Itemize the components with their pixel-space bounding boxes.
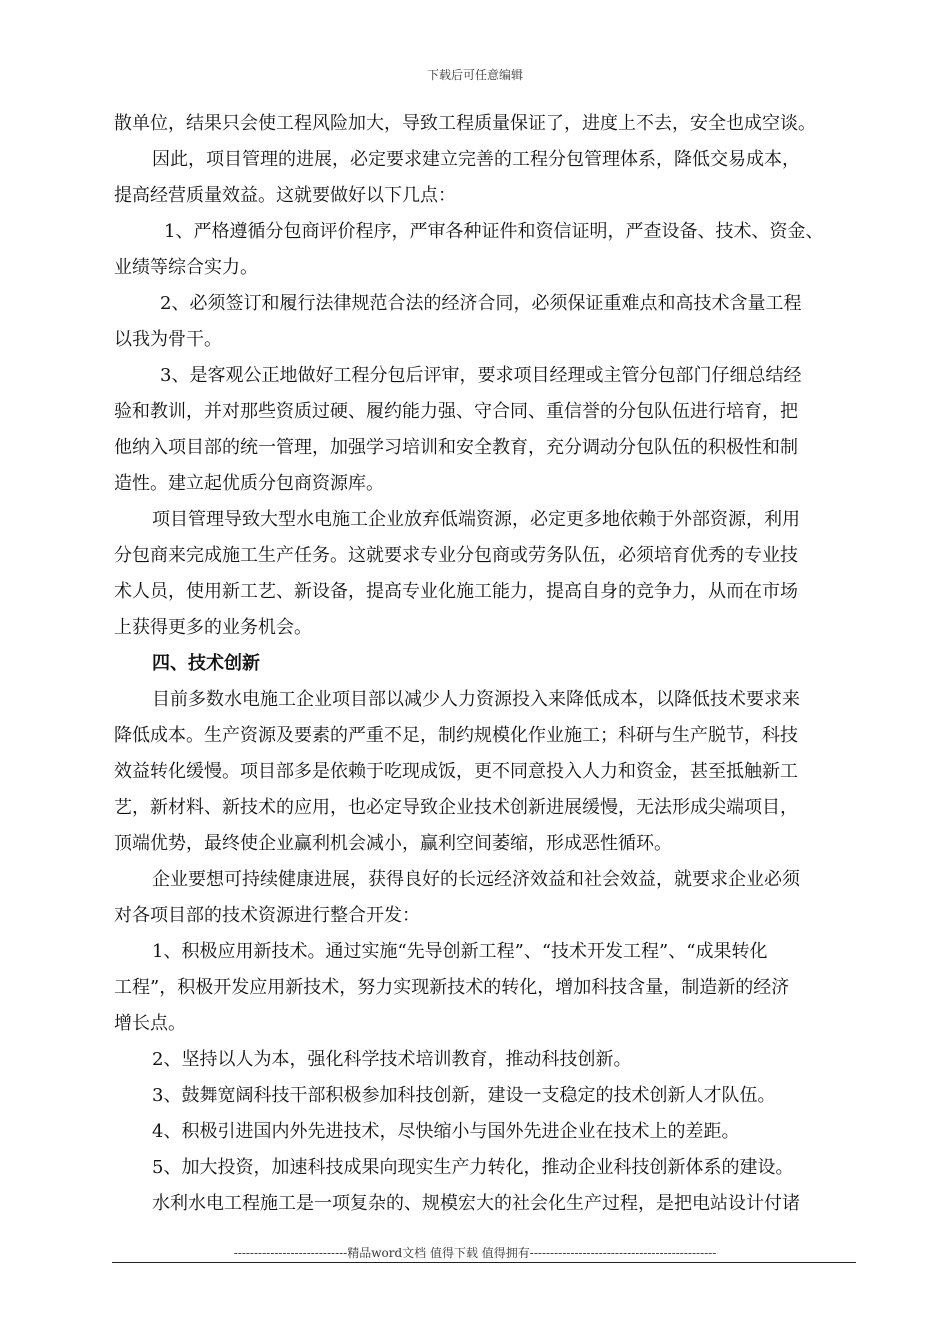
page-footer-note: ----------------------------精品word文档 值得下载 值得拥有---------------------------------------------- [233, 1246, 717, 1260]
text-line: 提高经营质量效益。这就要做好以下几点： [114, 185, 456, 206]
footer-divider [112, 1262, 856, 1263]
text-line: 项目管理导致大型水电施工企业放弃低端资源，必定更多地依赖于外部资源，利用 [152, 509, 800, 530]
text-line: 水利水电工程施工是一项复杂的、规模宏大的社会化生产过程，是把电站设计付诸 [152, 1193, 800, 1214]
text-line: 散单位，结果只会使工程风险加大，导致工程质量保证了，进度上不去，安全也成空谈。 [114, 113, 816, 134]
list-item-line: 5、加大投资，加速科技成果向现实生产力转化，推动企业科技创新体系的建设。 [152, 1157, 794, 1178]
text-line: 以我为骨干。 [114, 329, 222, 350]
text-line: 验和教训，并对那些资质过硬、履约能力强、守合同、重信誉的分包队伍进行培育，把 [114, 401, 798, 422]
text-line: 分包商来完成施工生产任务。这就要求专业分包商或劳务队伍，必须培育优秀的专业技 [114, 545, 798, 566]
text-line: 企业要想可持续健康进展，获得良好的长远经济效益和社会效益，就要求企业必须 [152, 869, 800, 890]
list-item-line: 3、是客观公正地做好工程分包后评审，要求项目经理或主管分包部门仔细总结经 [160, 365, 802, 386]
list-item-line: 3、鼓舞宽阔科技干部积极参加科技创新，建设一支稳定的技术创新人才队伍。 [152, 1085, 776, 1106]
text-line: 上获得更多的业务机会。 [114, 617, 312, 638]
text-line: 增长点。 [114, 1013, 186, 1034]
list-item-line: 2、坚持以人为本，强化科学技术培训教育，推动科技创新。 [152, 1049, 632, 1070]
text-line: 降低成本。生产资源及要素的严重不足，制约规模化作业施工；科研与生产脱节，科技 [114, 725, 798, 746]
text-line: 因此，项目管理的进展，必定要求建立完善的工程分包管理体系，降低交易成本， [152, 149, 800, 170]
document-body [114, 106, 860, 1222]
text-line: 艺，新材料、新技术的应用，也必定导致企业技术创新进展缓慢，无法形成尖端项目， [114, 797, 798, 818]
text-line: 顶端优势，最终使企业赢利机会减小，赢利空间萎缩，形成恶性循环。 [114, 833, 672, 854]
text-line: 工程”，积极开发应用新技术，努力实现新技术的转化，增加科技含量，制造新的经济 [114, 977, 790, 998]
page-header-note: 下载后可任意编辑 [426, 68, 523, 82]
list-item-line: 1、严格遵循分包商评价程序，严审各种证件和资信证明，严查设备、技术、资金、 [164, 221, 824, 242]
list-item-line: 1、积极应用新技术。通过实施“先导创新工程”、“技术开发工程”、“成果转化 [152, 941, 768, 962]
list-item-line: 2、必须签订和履行法律规范合法的经济合同，必须保证重难点和高技术含量工程 [160, 293, 802, 314]
text-line: 业绩等综合实力。 [114, 257, 258, 278]
text-line: 他纳入项目部的统一管理，加强学习培训和安全教育，充分调动分包队伍的积极性和制 [114, 437, 798, 458]
text-line: 效益转化缓慢。项目部多是依赖于吃现成饭，更不同意投入人力和资金，甚至抵触新工 [114, 761, 798, 782]
text-line: 术人员，使用新工艺、新设备，提高专业化施工能力，提高自身的竞争力，从而在市场 [114, 581, 798, 602]
list-item-line: 4、积极引进国内外先进技术，尽快缩小与国外先进企业在技术上的差距。 [152, 1121, 740, 1142]
text-line: 目前多数水电施工企业项目部以减少人力资源投入来降低成本，以降低技术要求来 [152, 689, 800, 710]
section-heading: 四、技术创新 [152, 653, 260, 674]
text-line: 对各项目部的技术资源进行整合开发： [114, 905, 420, 926]
text-line: 造性。建立起优质分包商资源库。 [114, 473, 384, 494]
